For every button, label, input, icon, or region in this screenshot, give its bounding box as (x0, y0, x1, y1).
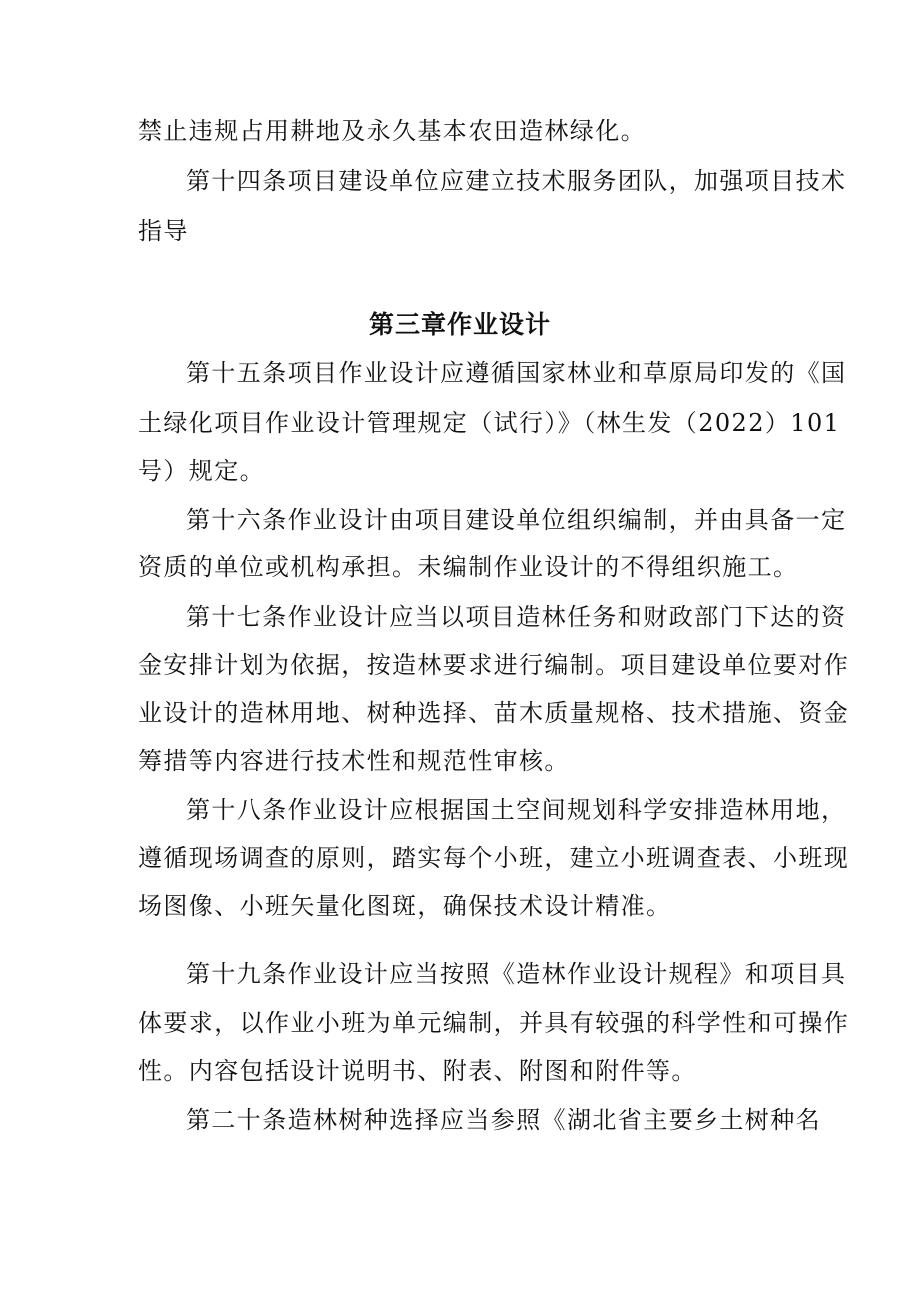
chapter-heading: 第三章作业设计 (368, 310, 551, 339)
article-19-line-2: 体要求，以作业小班为单元编制，并具有较强的科学性和可操作 (138, 1009, 850, 1037)
article-17-line-2: 金安排计划为依据，按造林要求进行编制。项目建设单位要对作 (138, 651, 850, 679)
article-18-line-3: 场图像、小班矢量化图斑，确保技术设计精准。 (138, 892, 672, 920)
paragraph-line: 禁止违规占用耕地及永久基本农田造林绿化。 (138, 117, 646, 145)
article-16-line-1: 第十六条作业设计由项目建设单位组织编制，并由具备一定 (186, 506, 847, 534)
article-15-line-2: 土绿化项目作业设计管理规定（试行）》（林生发（2022）101 (138, 409, 841, 437)
article-17-line-3: 业设计的造林用地、树种选择、苗木质量规格、技术措施、资金 (138, 699, 850, 727)
article-19-line-3: 性。内容包括设计说明书、附表、附图和附件等。 (138, 1057, 697, 1085)
article-14-line-2: 指导 (138, 217, 189, 245)
article-20-line-1: 第二十条造林树种选择应当参照《湖北省主要乡土树种名 (186, 1106, 821, 1134)
article-18-line-1: 第十八条作业设计应根据国土空间规划科学安排造林用地， (186, 796, 847, 824)
article-15-line-1: 第十五条项目作业设计应遵循国家林业和草原局印发的《国 (186, 359, 847, 387)
article-16-line-2: 资质的单位或机构承担。未编制作业设计的不得组织施工。 (138, 553, 799, 581)
article-19-line-1: 第十九条作业设计应当按照《造林作业设计规程》和项目具 (186, 960, 847, 988)
article-17-line-1: 第十七条作业设计应当以项目造林任务和财政部门下达的资 (186, 603, 847, 631)
article-14-line-1: 第十四条项目建设单位应建立技术服务团队，加强项目技术 (186, 167, 847, 195)
article-18-line-2: 遵循现场调查的原则，踏实每个小班，建立小班调查表、小班现 (138, 844, 850, 872)
article-17-line-4: 筹措等内容进行技术性和规范性审核。 (138, 747, 570, 775)
article-15-line-3: 号）规定。 (138, 457, 265, 485)
